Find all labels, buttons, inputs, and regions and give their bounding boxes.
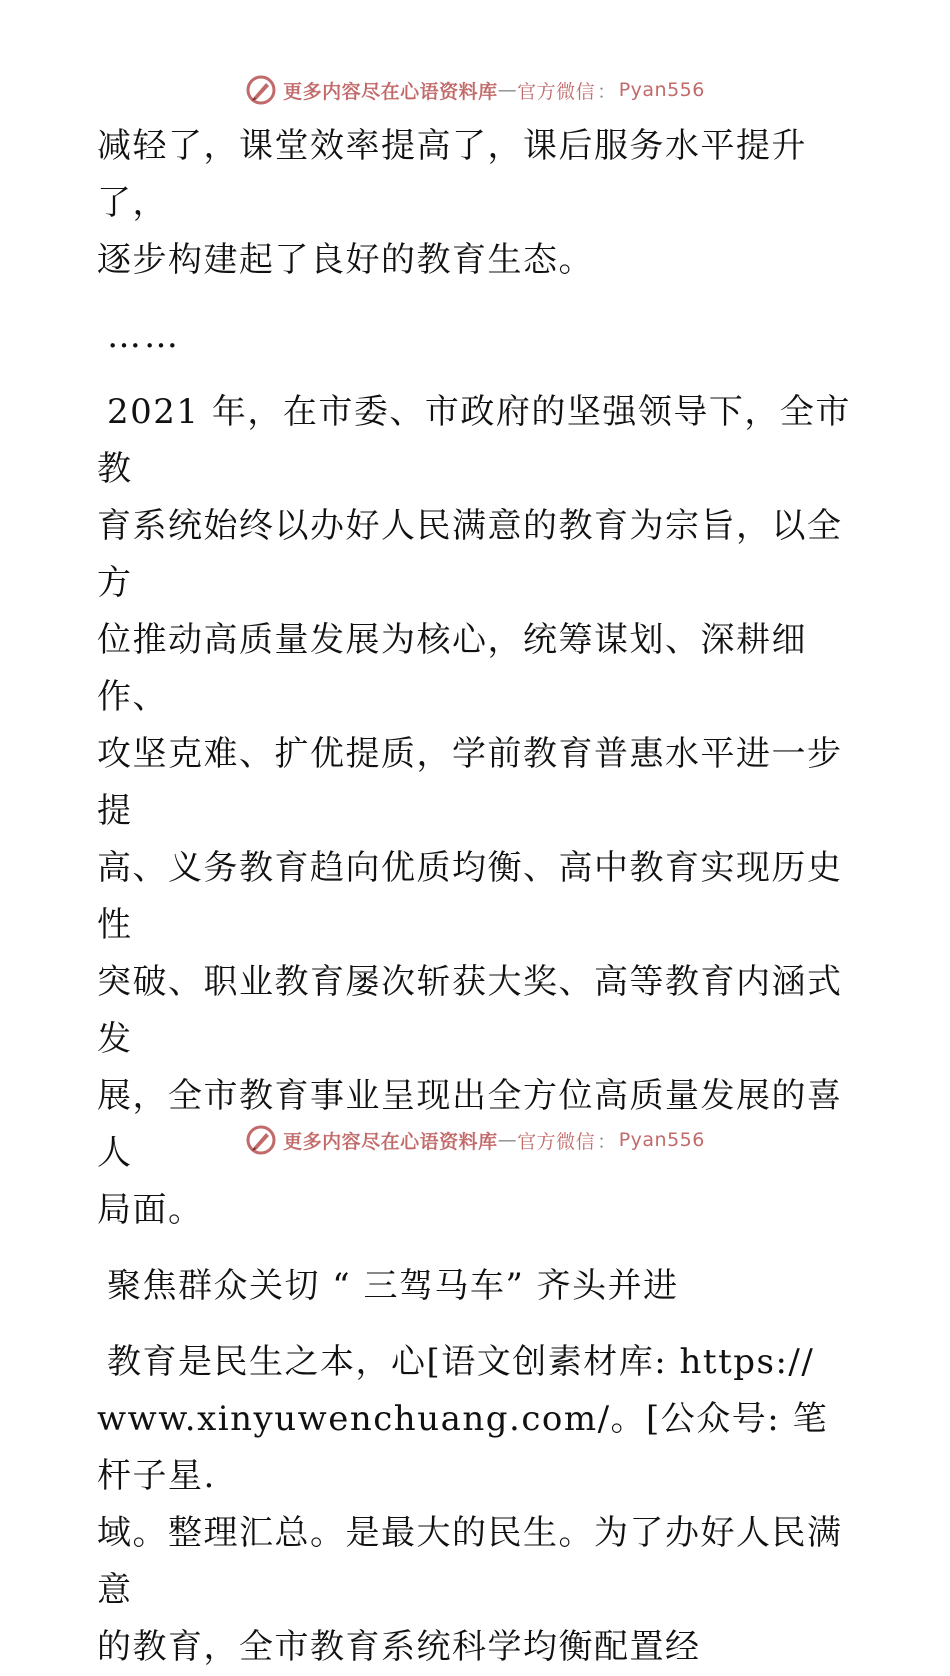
text-line: 位推动高质量发展为核心，统筹谋划、深耕细作、 (97, 620, 807, 717)
text-line: 局面。 (97, 1190, 204, 1230)
pen-logo-icon (245, 74, 277, 106)
document-body (97, 118, 857, 1676)
banner-text: 更多内容尽在心语资料库 (283, 80, 498, 103)
paragraph-2 (97, 384, 857, 1239)
banner-colon: ： (597, 1130, 617, 1153)
text-line: 减轻了，课堂效率提高了，课后服务水平提升了， (97, 126, 807, 223)
banner-wechat-id: Pyan556 (618, 1129, 705, 1151)
banner-wechat-id: Pyan556 (618, 79, 705, 101)
section-heading: 聚焦群众关切 “ 三驾马车” 齐头并进 (107, 1266, 679, 1306)
banner-text: 更多内容尽在心语资料库 (283, 1130, 498, 1153)
banner-wechat-label: 官方微信 (517, 80, 596, 103)
banner-separator: — (497, 1129, 518, 1151)
text-line: 突破、职业教育屡次斩获大奖、高等教育内涵式发 (97, 962, 843, 1059)
text-line: 的教育，全市教育系统科学均衡配置经 (97, 1627, 701, 1667)
footer-banner (0, 1118, 950, 1162)
text-line: 高、义务教育趋向优质均衡、高中教育实现历史性 (97, 848, 843, 945)
text-line: 域。整理汇总。是最大的民生。为了办好人民满意 (97, 1513, 843, 1610)
banner-colon: ： (597, 80, 617, 103)
text-line: 展，全市教育事业呈现出全方位高质量发展的喜人 (97, 1076, 843, 1173)
pen-logo-icon (245, 1124, 277, 1156)
text-line: 攻坚克难、扩优提质，学前教育普惠水平进一步提 (97, 734, 843, 831)
text-line: 育系统始终以办好人民满意的教育为宗旨，以全方 (97, 506, 843, 603)
text-line: www.xinyuwenchuang.com/。[公众号: 笔杆子星. (97, 1399, 829, 1496)
header-banner (0, 68, 950, 112)
text-line: 逐步构建起了良好的教育生态。 (97, 240, 594, 280)
banner-separator: — (497, 79, 518, 101)
text-line: 2021 年，在市委、市政府的坚强领导下，全市教 (97, 392, 851, 489)
ellipsis: …… (107, 316, 181, 356)
paragraph-1 (97, 118, 857, 289)
text-line: 教育是民生之本，心[语文创素材库: https:// (107, 1342, 815, 1382)
banner-wechat-label: 官方微信 (517, 1130, 596, 1153)
paragraph-3 (97, 1334, 857, 1676)
